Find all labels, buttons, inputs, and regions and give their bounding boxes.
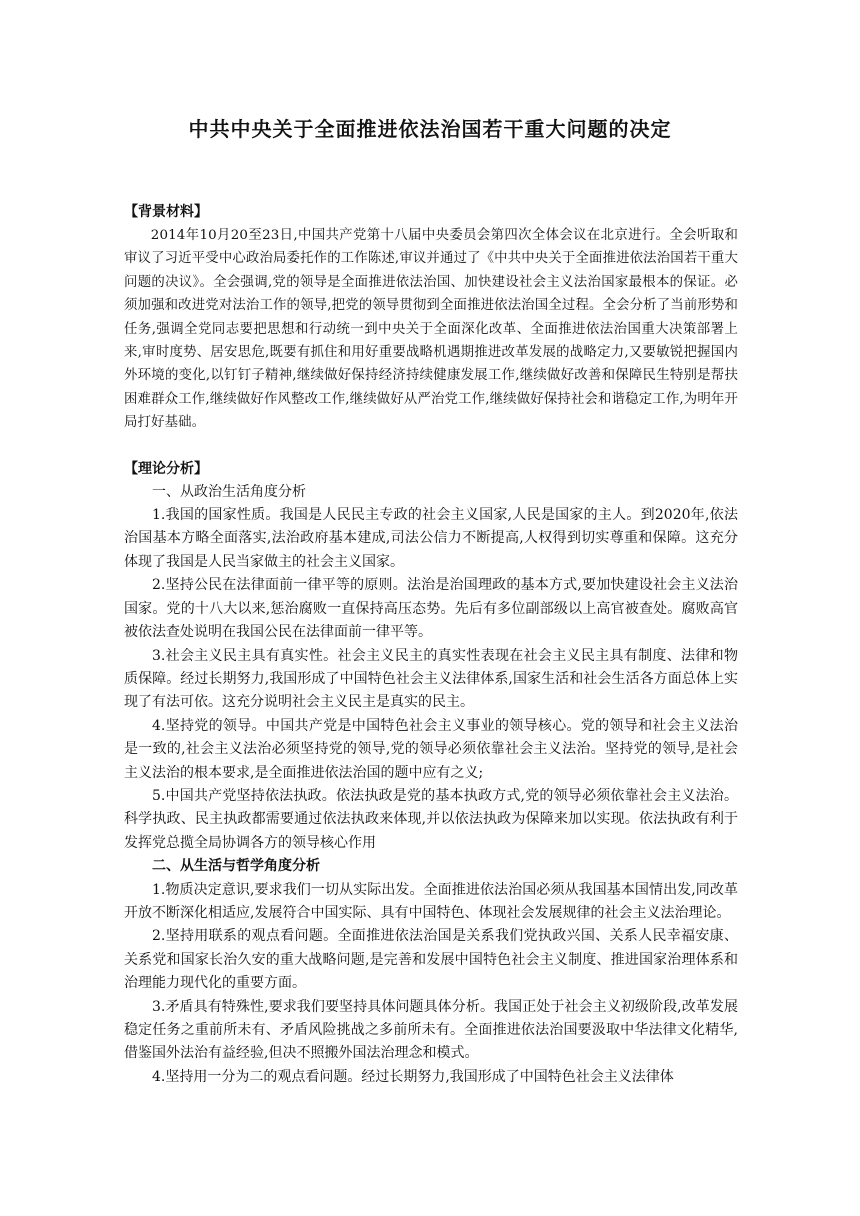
section-two-item: 2.坚持用联系的观点看问题。全面推进依法治国是关系我们党执政兴国、关系人民幸福安康、关系党和国家长治久安的重大战略问题,是完善和发展中国特色社会主义制度、推进国家治理体系和治理能力现代化的重要方面。 [124, 928, 738, 992]
section-one-title: 一、从政治生活角度分析 [152, 483, 306, 500]
section-two-item: 4.坚持用一分为二的观点看问题。经过长期努力,我国形成了中国特色社会主义法律体 [152, 1068, 674, 1085]
section-one-item: 3.社会主义民主具有真实性。社会主义民主的真实性表现在社会主义民主具有制度、法律和物质保障。经过长期努力,我国形成了中国特色社会主义法律体系,国家生活和社会生活各方面总体上实现了有法可依。这充分说明社会主义民主是真实的民主。 [124, 647, 738, 711]
section-two-item: 3.矛盾具有特殊性,要求我们要坚持具体问题具体分析。我国正处于社会主义初级阶段,改革发展稳定任务之重前所未有、矛盾风险挑战之多前所未有。全面推进依法治国要汲取中华法律文化精华,借鉴国外法治有益经验,但决不照搬外国法治理念和模式。 [124, 998, 738, 1062]
document-title: 中共中央关于全面推进依法治国若干重大问题的决定 [188, 117, 672, 141]
background-heading: 【背景材料】 [124, 204, 208, 220]
section-one-item: 4.坚持党的领导。中国共产党是中国特色社会主义事业的领导核心。党的领导和社会主义法治是一致的,社会主义法治必须坚持党的领导,党的领导必须依靠社会主义法治。坚持党的领导,是社会主义法治的根本要求,是全面推进依法治国的题中应有之义; [124, 717, 738, 781]
background-paragraph: 2014年10月20至23日,中国共产党第十八届中央委员会第四次全体会议在北京进行。全会听取和审议了习近平受中心政治局委托作的工作陈述,审议并通过了《中共中央关于全面推进依法治国若干重大问题的决议》。全会强调,党的领导是全面推进依法治国、加快建设社会主义法治国家最根本的保证。必须加强和改进党对法治工作的领导,把党的领导贯彻到全面推进依法治国全过程。全会分析了当前形势和任务,强调全党同志要把思想和行动统一到中央关于全面深化改革、全面推进依法治国重大决策部署上来,审时度势、居安思危,既要有抓住和用好重要战略机遇期推进改革发展的战略定力,又要敏锐把握国内外环境的变化,以钉钉子精神,继续做好保持经济持续健康发展工作,继续做好改善和保障民生特别是帮扶困难群众工作,继续做好作风整改工作,继续做好从严治党工作,继续做好保持社会和谐稳定工作,为明年开局打好基础。 [124, 228, 738, 431]
section-two-item: 1.物质决定意识,要求我们一切从实际出发。全面推进依法治国必须从我国基本国情出发,同改革开放不断深化相适应,发展符合中国实际、具有中国特色、体现社会发展规律的社会主义法治理论。 [124, 881, 738, 921]
section-gap [124, 435, 738, 457]
document-body [124, 200, 738, 1089]
section-one-item: 5.中国共产党坚持依法执政。依法执政是党的基本执政方式,党的领导必须依靠社会主义法治。科学执政、民主执政都需要通过依法执政来体现,并以依法执政为保障来加以实现。依法执政有利于发挥党总揽全局协调各方的领导核心作用 [124, 787, 738, 851]
section-one-item: 2.坚持公民在法律面前一律平等的原则。法治是治国理政的基本方式,要加快建设社会主义法治国家。党的十八大以来,惩治腐败一直保持高压态势。先后有多位副部级以上高官被查处。腐败高官被依法查处说明在我国公民在法律面前一律平等。 [124, 577, 738, 641]
section-one-item: 1.我国的国家性质。我国是人民民主专政的社会主义国家,人民是国家的主人。到2020年,依法治国基本方略全面落实,法治政府基本建成,司法公信力不断提高,人权得到切实尊重和保障。这充分体现了我国是人民当家做主的社会主义国家。 [124, 507, 738, 570]
analysis-heading: 【理论分析】 [124, 460, 208, 477]
section-two-title: 二、从生活与哲学角度分析 [152, 858, 320, 875]
